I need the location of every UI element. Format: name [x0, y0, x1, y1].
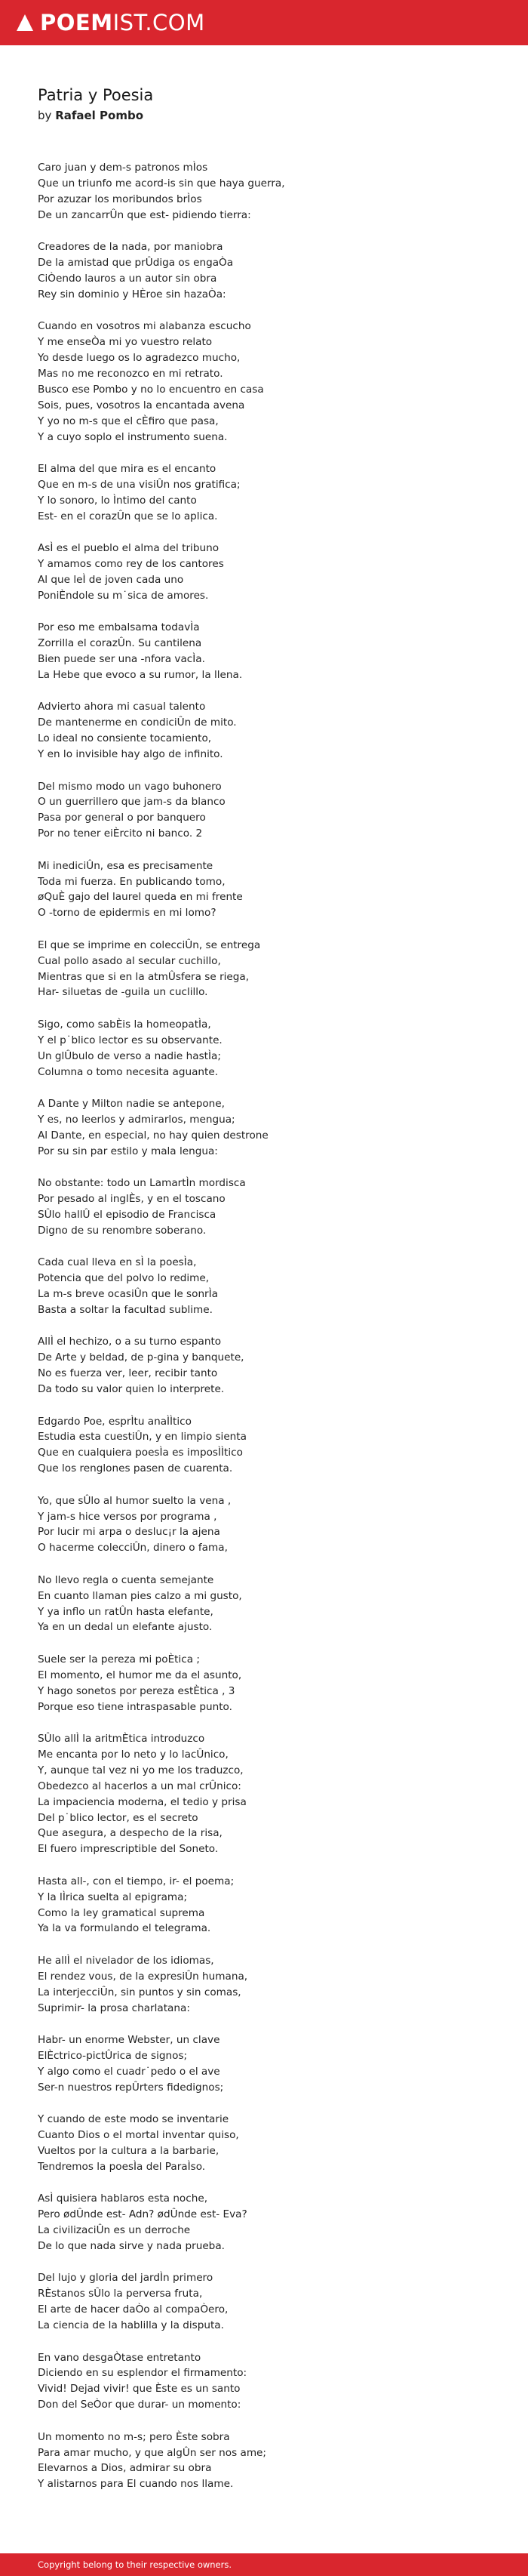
poem-line: Y cuando de este modo se inventarie	[38, 2113, 229, 2126]
poem-line: SÛlo allÌ la aritmÈtica introduzco	[38, 1733, 205, 1745]
poem-line: Busco ese Pombo y no lo encuentro en casa	[38, 383, 264, 396]
poem-stanza	[38, 938, 505, 1001]
poem-stanza	[38, 1017, 505, 1080]
poem-line: ElÈctrico-pictÛrica de signos;	[38, 2049, 188, 2062]
poem-line: Pasa por general o por banquero	[38, 812, 206, 824]
poem-line: Mi inediciÛn, esa es precisamente	[38, 859, 213, 872]
poem-line: AsÌ es el pueblo el alma del tribuno	[38, 542, 219, 555]
poem-line: Habr- un enorme Webster, un clave	[38, 2034, 220, 2046]
poem-line: Y amamos como rey de los cantores	[38, 558, 224, 571]
poem-line: Que en m-s de una visiÛn nos gratifica;	[38, 478, 241, 491]
poem-stanza	[38, 160, 505, 223]
poem-stanza	[38, 239, 505, 303]
poem-stanza	[38, 2350, 505, 2414]
poem-line: Como la ley gramatical suprema	[38, 1906, 205, 1919]
poem-line: Que asegura, a despecho de la risa,	[38, 1827, 223, 1840]
poem-line: La civilizaciÛn es un derroche	[38, 2224, 191, 2237]
poem-line: He allÌ el nivelador de los idiomas,	[38, 1954, 214, 1967]
poem-line: Columna o tomo necesita aguante.	[38, 1065, 219, 1078]
poem-line: O -torno de epidermis en mi lomo?	[38, 907, 216, 920]
poem-line: Que un triunfo me acord-is sin que haya guerra,	[38, 177, 285, 190]
poem-line: Hasta all-, con el tiempo, ir- el poema;	[38, 1875, 235, 1887]
poem-stanza	[38, 1334, 505, 1397]
poem-line: Y alistarnos para El cuando nos llame.	[38, 2478, 234, 2491]
poem-title: Patria y Poesia	[38, 86, 154, 104]
poem-line: Vueltos por la cultura a la barbarie,	[38, 2144, 219, 2157]
site-footer	[0, 2553, 528, 2576]
poem-line: Elevarnos a Dios, admirar su obra	[38, 2462, 212, 2475]
author-link[interactable]: Rafael Pombo	[55, 109, 144, 122]
poem-stanza	[38, 2112, 505, 2175]
poem-line: La interjecciÛn, sin puntos y sin comas,	[38, 1986, 241, 1998]
poem-line: Da todo su valor quien lo interprete.	[38, 1383, 225, 1396]
poem-line: Cual pollo asado al secular cuchillo,	[38, 954, 221, 967]
poem-line: Rey sin dominio y HÈroe sin hazaÒa:	[38, 288, 226, 300]
poem-stanza	[38, 779, 505, 843]
poem-line: Tendremos la poesÌa del ParaÌso.	[38, 2160, 206, 2173]
poem-line: De lo que nada sirve y nada prueba.	[38, 2239, 225, 2252]
poem-line: Lo ideal no consiente tocamiento,	[38, 732, 212, 745]
poem-line: Obedezco al hacerlos a un mal crÛnico:	[38, 1779, 241, 1792]
poem-line: Basta a soltar la facultad sublime.	[38, 1303, 213, 1316]
poem-line: Sois, pues, vosotros la encantada avena	[38, 399, 245, 411]
poem-line: Diciendo en su esplendor el firmamento:	[38, 2367, 247, 2380]
poem-line: Y a cuyo soplo el instrumento suena.	[38, 430, 228, 443]
poem-line: Potencia que del polvo lo redime,	[38, 1272, 210, 1285]
poem-line: De mantenerme en condiciÛn de mito.	[38, 716, 237, 729]
poem-line: O hacerme colecciÛn, dinero o fama,	[38, 1542, 228, 1555]
poem-line: Y hago sonetos por pereza estÈtica , 3	[38, 1684, 235, 1697]
poem-stanza	[38, 1255, 505, 1318]
poem-line: Porque eso tiene intraspasable punto.	[38, 1700, 232, 1713]
poem-line: El que se imprime en colecciÛn, se entrega	[38, 938, 261, 951]
poem-stanza	[38, 1096, 505, 1160]
poem-line: Har- siluetas de -guila un cuclillo.	[38, 986, 208, 999]
poem-stanza	[38, 1573, 505, 1636]
poem-line: No llevo regla o cuenta semejante	[38, 1573, 214, 1586]
poem-line: De la amistad que prÛdiga os engaÒa	[38, 257, 234, 270]
copyright-text: Copyright belong to their respective owners.	[38, 2559, 232, 2570]
poem-stanza	[38, 699, 505, 763]
poem-stanza	[38, 1652, 505, 1715]
by-label: by	[38, 109, 52, 122]
poem-line: Zorrilla el corazÛn. Su cantilena	[38, 637, 202, 650]
poem-line: øQuÈ gajo del laurel queda en mi frente	[38, 891, 243, 904]
poem-line: Por lucir mi arpa o desluc¡r la ajena	[38, 1526, 220, 1539]
poem-line: Suprimir- la prosa charlatana:	[38, 2001, 190, 2014]
logo-triangle-icon	[17, 14, 33, 31]
poem-line: Yo, que sÛlo al humor suelto la vena ,	[38, 1494, 232, 1507]
poem-line: A Dante y Milton nadie se antepone,	[38, 1098, 225, 1110]
poem-line: O un guerrillero que jam-s da blanco	[38, 796, 226, 809]
poem-line: En vano desgaÒtase entretanto	[38, 2351, 201, 2364]
poem-line: Y jam-s hice versos por programa ,	[38, 1510, 217, 1523]
poem-line: El rendez vous, de la expresiÛn humana,	[38, 1970, 248, 1983]
poem-line: Advierto ahora mi casual talento	[38, 701, 206, 713]
poem-stanza	[38, 2032, 505, 2096]
site-logo[interactable]	[17, 8, 205, 38]
poem-line: Del p˙blico lector, es el secreto	[38, 1811, 198, 1824]
poem-stanza	[38, 2270, 505, 2334]
poem-stanza	[38, 1493, 505, 1557]
poem-line: Cuando en vosotros mi alabanza escucho	[38, 320, 251, 333]
poem-article	[38, 85, 505, 2509]
poem-line: Don del SeÒor que durar- un momento:	[38, 2399, 241, 2411]
logo-regular-text: IST.COM	[112, 10, 205, 35]
poem-line: Y me enseÒa mi yo vuestro relato	[38, 336, 213, 349]
poem-line: RÈstanos sÛlo la perversa fruta,	[38, 2288, 203, 2300]
logo-text	[40, 8, 205, 38]
poem-line: Por no tener eiÈrcito ni banco. 2	[38, 827, 203, 840]
poem-line: Creadores de la nada, por maniobra	[38, 241, 223, 254]
poem-line: La Hebe que evoco a su rumor, la llena.	[38, 668, 243, 681]
poem-body	[38, 160, 505, 2492]
poem-line: El arte de hacer daÒo al compaÒero,	[38, 2303, 229, 2316]
poem-line: Y el p˙blico lector es su observante.	[38, 1034, 223, 1046]
poem-line: Por pesado al inglÈs, y en el toscano	[38, 1193, 226, 1206]
poem-line: Me encanta por lo neto y lo lacÛnico,	[38, 1748, 229, 1761]
poem-line: Que en cualquiera poesÌa es imposÌÌtico	[38, 1447, 243, 1459]
poem-line: Y, aunque tal vez ni yo me los traduzco,	[38, 1764, 244, 1776]
poem-stanza	[38, 1414, 505, 1478]
poem-line: Estudia esta cuestiÛn, y en limpio sienta	[38, 1431, 247, 1444]
poem-line: Cada cual lleva en sÌ la poesÌa,	[38, 1256, 197, 1269]
poem-line: Mientras que si en la atmÛsfera se riega,	[38, 970, 250, 983]
poem-line: PoniÈndole su m˙sica de amores.	[38, 589, 209, 602]
poem-line: Por su sin par estilo y mala lengua:	[38, 1145, 218, 1157]
poem-line: Y yo no m-s que el cÈfiro que pasa,	[38, 414, 219, 427]
poem-line: Y en lo invisible hay algo de infinito.	[38, 748, 223, 761]
poem-line: No obstante: todo un LamartÌn mordisca	[38, 1177, 246, 1190]
logo-bold-text: POEM	[40, 10, 113, 35]
poem-line: Caro juan y dem-s patronos mÌos	[38, 162, 208, 174]
poem-line: Y ya inflo un ratÛn hasta elefante,	[38, 1605, 213, 1618]
poem-line: La m-s breve ocasiÛn que le sonrÌa	[38, 1288, 218, 1301]
poem-line: Y algo como el cuadr˙pedo o el ave	[38, 2065, 220, 2078]
poem-line: Y es, no leerlos y admirarlos, mengua;	[38, 1113, 235, 1126]
poem-stanza	[38, 1176, 505, 1239]
poem-line: Vivid! Dejad vivir! que Èste es un santo	[38, 2383, 241, 2396]
poem-line: Mas no me reconozco en mi retrato.	[38, 367, 223, 380]
poem-line: AsÌ quisiera hablaros esta noche,	[38, 2192, 208, 2205]
poem-line: Ser-n nuestros repÛrters fidedignos;	[38, 2081, 224, 2094]
poem-line: No es fuerza ver, leer, recibir tanto	[38, 1367, 218, 1380]
poem-stanza	[38, 858, 505, 922]
poem-line: Yo desde luego os lo agradezco mucho,	[38, 352, 241, 365]
poem-line: Suele ser la pereza mi poÈtica ;	[38, 1653, 200, 1665]
poem-stanza	[38, 1731, 505, 1857]
poem-line: Ya la va formulando el telegrama.	[38, 1922, 211, 1935]
poem-line: Ya en un dedal un elefante ajusto.	[38, 1621, 213, 1634]
poem-line: Pero ødÛnde est- Adn? ødÛnde est- Eva?	[38, 2208, 247, 2221]
poem-line: CiÒendo lauros a un autor sin obra	[38, 272, 217, 285]
poem-line: Y lo sonoro, lo Ìntimo del canto	[38, 494, 197, 507]
poem-line: Y la lÌrica suelta al epigrama;	[38, 1890, 188, 1903]
poem-stanza	[38, 461, 505, 525]
poem-line: De Arte y beldad, de p-gina y banquete,	[38, 1351, 244, 1364]
poem-line: Edgardo Poe, esprÌtu anaÌÌtico	[38, 1415, 192, 1428]
poem-line: Del mismo modo un vago buhonero	[38, 780, 222, 793]
poem-line: El alma del que mira es el encanto	[38, 463, 216, 475]
site-header	[0, 0, 528, 45]
poem-line: En cuanto llaman pies calzo a mi gusto,	[38, 1589, 242, 1602]
poem-line: Un glÛbulo de verso a nadie hastÌa;	[38, 1049, 221, 1062]
poem-line: Al Dante, en especial, no hay quien destrone	[38, 1129, 269, 1142]
poem-stanza	[38, 2430, 505, 2493]
poem-line: El momento, el humor me da el asunto,	[38, 1669, 242, 1681]
poem-byline	[38, 107, 505, 124]
poem-line: La ciencia de la hablilla y la disputa.	[38, 2319, 224, 2332]
poem-line: AllÌ el hechizo, o a su turno espanto	[38, 1336, 222, 1348]
poem-stanza	[38, 2191, 505, 2254]
poem-stanza	[38, 319, 505, 445]
poem-line: Del lujo y gloria del jardÌn primero	[38, 2272, 213, 2285]
poem-line: Por azuzar los moribundos brÌos	[38, 193, 202, 205]
poem-line: Toda mi fuerza. En publicando tomo,	[38, 875, 226, 888]
poem-line: Digno de su renombre soberano.	[38, 1224, 207, 1237]
poem-line: Al que leÌ de joven cada uno	[38, 573, 184, 586]
poem-line: Para amar mucho, y que algÛn ser nos ame;	[38, 2446, 266, 2459]
poem-line: El fuero imprescriptible del Soneto.	[38, 1843, 219, 1856]
poem-line: Est- en el corazÛn que se lo aplica.	[38, 510, 218, 522]
poem-line: Cuanto Dios o el mortal inventar quiso,	[38, 2129, 239, 2142]
poem-line: SÛlo hallÛ el episodio de Francisca	[38, 1208, 216, 1221]
poem-stanza	[38, 620, 505, 683]
poem-line: Sigo, como sabÈis la homeopatÌa,	[38, 1018, 211, 1031]
poem-line: Bien puede ser una -nfora vacÌa.	[38, 653, 205, 666]
poem-line: Que los renglones pasen de cuarenta.	[38, 1462, 233, 1475]
poem-stanza	[38, 541, 505, 604]
poem-stanza	[38, 1874, 505, 1937]
poem-line: Por eso me embalsama todavÌa	[38, 621, 200, 634]
poem-line: Un momento no m-s; pero Èste sobra	[38, 2430, 230, 2443]
poem-line: De un zancarrÛn que est- pidiendo tierra:	[38, 208, 251, 221]
poem-stanza	[38, 1953, 505, 2017]
poem-line: La impaciencia moderna, el tedio y prisa	[38, 1795, 247, 1808]
